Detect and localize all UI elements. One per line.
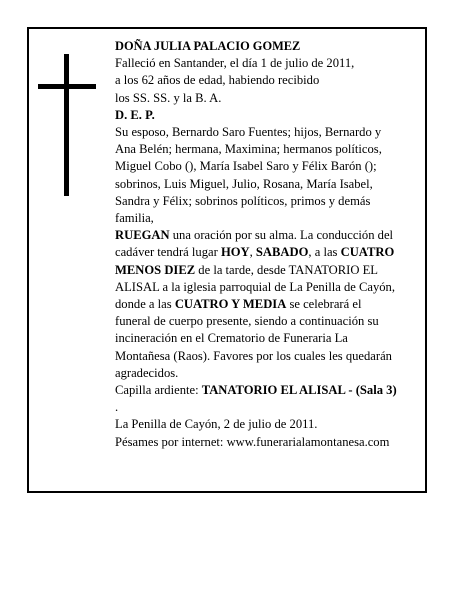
ruegan-line: agradecidos. <box>115 365 179 380</box>
hoy-word: HOY <box>220 245 250 260</box>
ruegan-text: , <box>249 245 256 260</box>
ruegan-line: ALISAL a la iglesia parroquial de La Penilla de Cayón, <box>115 279 396 294</box>
ruegan-text: , a las <box>308 245 341 260</box>
capilla-dot: . <box>115 400 119 415</box>
menos-diez-word: MENOS DIEZ <box>115 262 196 277</box>
ruegan-word: RUEGAN <box>115 228 170 243</box>
cuatro-y-media-word: CUATRO Y MEDIA <box>174 297 287 312</box>
family-line: Sandra y Félix; sobrinos políticos, primos y demás <box>115 193 371 208</box>
capilla-label: Capilla ardiente: <box>115 383 202 398</box>
ruegan-text: una oración por su alma. La conducción del <box>169 228 394 243</box>
family-line: sobrinos, Luis Miguel, Julio, Rosana, María Isabel, <box>115 176 373 191</box>
web-line: Pésames por internet: www.funerarialamontanesa.com <box>115 434 390 449</box>
intro-line: a los 62 años de edad, habiendo recibido <box>115 73 320 88</box>
family-line: familia, <box>115 211 154 226</box>
family-line: Ana Belén; hermana, Maximina; hermanos políticos, <box>115 142 382 157</box>
obituary-text <box>115 38 420 451</box>
deceased-name: DOÑA JULIA PALACIO GOMEZ <box>115 39 301 53</box>
ruegan-text: se celebrará el <box>286 297 362 312</box>
capilla-value: TANATORIO EL ALISAL - (Sala 3) <box>201 383 397 398</box>
cross-icon <box>64 54 69 196</box>
sabado-word: SABADO <box>255 245 309 260</box>
rip-line: D. E. P. <box>115 107 155 122</box>
capilla-line <box>115 382 420 399</box>
date-line: La Penilla de Cayón, 2 de julio de 2011. <box>115 417 318 432</box>
cross-icon-bar <box>38 84 96 89</box>
cuatro-word: CUATRO <box>340 245 395 260</box>
ruegan-line <box>115 296 420 313</box>
intro-line: Falleció en Santander, el día 1 de julio de 2011, <box>115 56 355 71</box>
ruegan-line: funeral de cuerpo presente, siendo a continuación su <box>115 314 379 329</box>
ruegan-text: cadáver tendrá lugar <box>115 245 221 260</box>
ruegan-line <box>115 244 420 261</box>
ruegan-text: donde a las <box>115 297 175 312</box>
ruegan-text: de la tarde, desde TANATORIO EL <box>195 262 378 277</box>
ruegan-line <box>115 227 420 244</box>
family-line: Su esposo, Bernardo Saro Fuentes; hijos, Bernardo y <box>115 125 382 140</box>
ruegan-line: incineración en el Crematorio de Funeraria La <box>115 331 348 346</box>
ruegan-line <box>115 262 420 279</box>
intro-line: los SS. SS. y la B. A. <box>115 90 222 105</box>
ruegan-line: Montañesa (Raos). Favores por los cuales les quedarán <box>115 348 392 363</box>
family-line: Miguel Cobo (), María Isabel Saro y Félix Barón (); <box>115 159 377 174</box>
